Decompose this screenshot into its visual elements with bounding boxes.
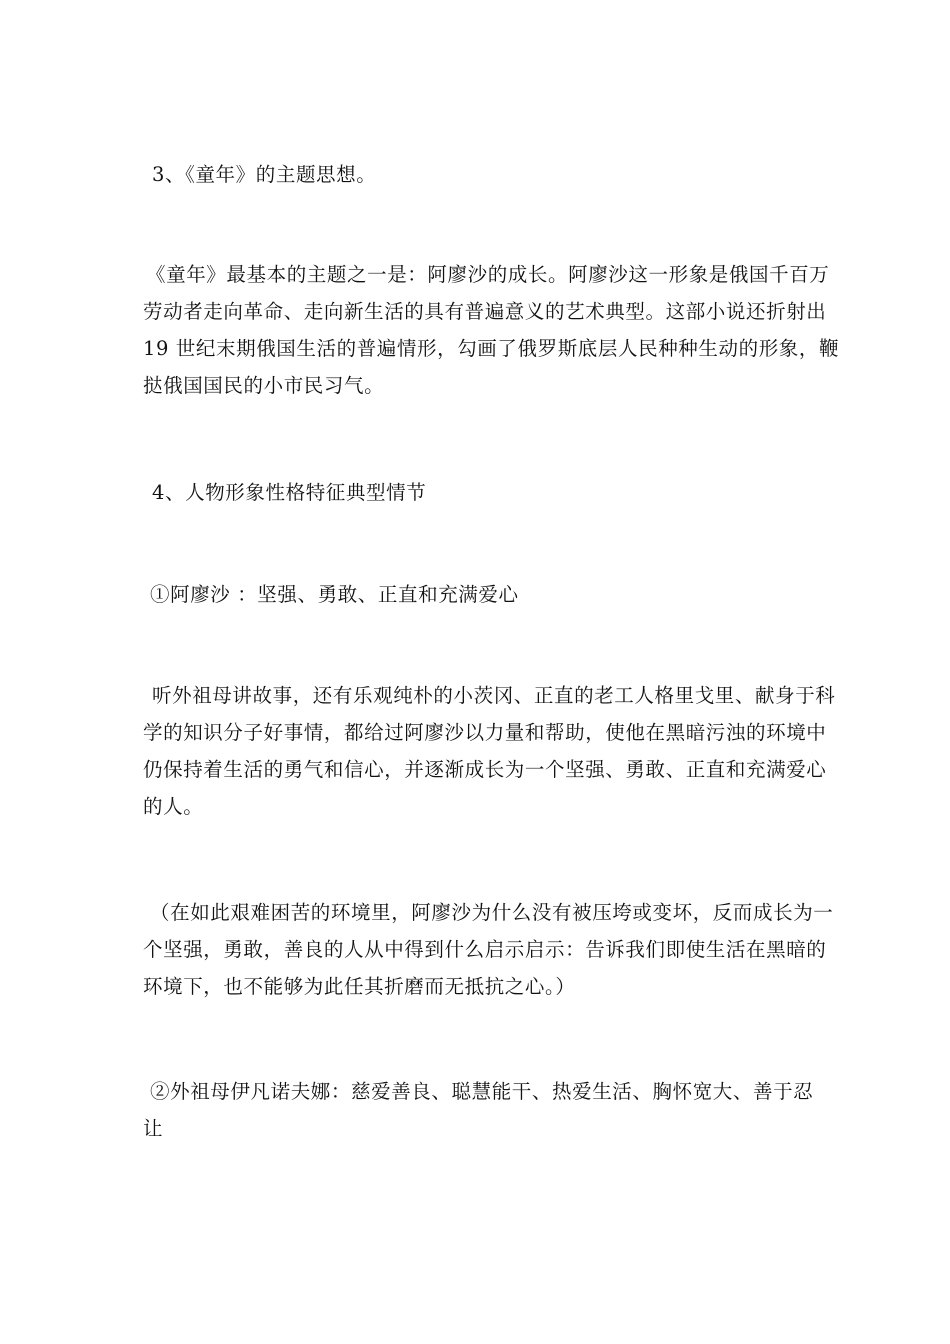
text-line: 环境下，也不能够为此任其折磨而无抵抗之心。）	[143, 975, 576, 998]
text-line: 听外祖母讲故事，还有乐观纯朴的小茨冈、正直的老工人格里戈里、献身于科	[152, 684, 836, 707]
text-line: ②外祖母伊凡诺夫娜：慈爱善良、聪慧能干、热爱生活、胸怀宽大、善于忍	[150, 1080, 814, 1103]
paragraph-theme	[143, 256, 840, 404]
section-heading-characters	[143, 474, 808, 511]
text-line: 劳动者走向革命、走向新生活的具有普遍意义的艺术典型。这部小说还折射出	[143, 300, 827, 323]
subheading-alyosha	[143, 576, 808, 613]
text-line: 让	[143, 1117, 164, 1140]
text-line: 4、人物形象性格特征典型情节	[152, 481, 427, 504]
section-heading-theme	[143, 156, 808, 193]
text-line: 3、《童年》的主题思想。	[152, 163, 377, 186]
text-line: 挞俄国国民的小市民习气。	[143, 374, 385, 397]
text-line: 的人。	[143, 795, 204, 818]
paragraph-alyosha	[143, 677, 836, 825]
text-line: 仍保持着生活的勇气和信心，并逐渐成长为一个坚强、勇敢、正直和充满爱心	[143, 758, 827, 781]
text-line: 个坚强，勇敢，善良的人从中得到什么启示启示：告诉我们即使生活在黑暗的	[143, 938, 827, 961]
paragraph-question	[143, 894, 834, 1005]
text-line: 19 世纪末期俄国生活的普遍情形，勾画了俄罗斯底层人民种种生动的形象，鞭	[143, 337, 840, 360]
subheading-grandmother	[143, 1073, 814, 1147]
text-line: 《童年》最基本的主题之一是：阿廖沙的成长。阿廖沙这一形象是俄国千百万	[146, 263, 830, 286]
text-line: （在如此艰难困苦的环境里，阿廖沙为什么没有被压垮或变坏，反而成长为一	[150, 901, 834, 924]
text-line: 学的知识分子好事情，都给过阿廖沙以力量和帮助，使他在黑暗污浊的环境中	[143, 721, 827, 744]
text-line: ①阿廖沙 ：坚强、勇敢、正直和充满爱心	[150, 583, 519, 606]
